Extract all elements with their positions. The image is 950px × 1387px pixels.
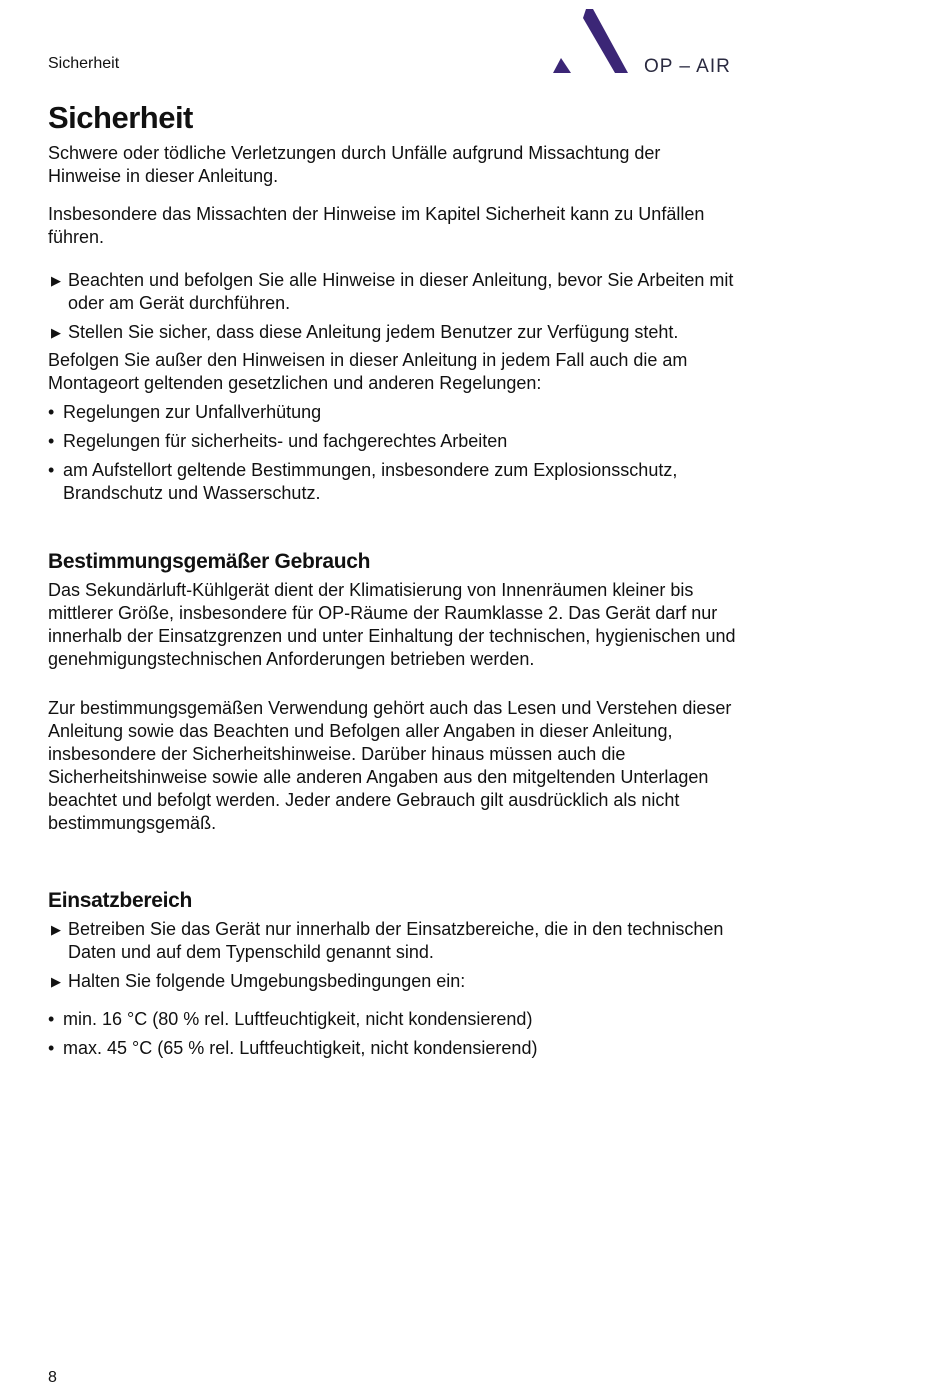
- instruction-item: ▶ Beachten und befolgen Sie alle Hinweise in dieser Anleitung, bevor Sie Arbeiten mit oder am Gerät durchführen.: [51, 270, 734, 313]
- list-item: • max. 45 °C (65 % rel. Luftfeuchtigkeit, nicht kondensierend): [48, 1038, 538, 1058]
- section-title-application-range: Einsatzbereich: [48, 889, 193, 912]
- arrow-right-icon: ▶: [51, 974, 61, 989]
- arrow-right-icon: ▶: [51, 325, 61, 340]
- logo-mark-icon: [552, 8, 632, 78]
- section-title-safety: Sicherheit: [48, 100, 193, 135]
- instruction-item: ▶ Halten Sie folgende Umgebungsbedingungen ein:: [51, 971, 466, 991]
- list-item: • Regelungen für sicherheits- und fachgerechtes Arbeiten: [48, 431, 508, 451]
- paragraph: Insbesondere das Missachten der Hinweise im Kapitel Sicherheit kann zu Unfällen führen.: [48, 204, 705, 247]
- running-header: Sicherheit: [48, 55, 120, 72]
- instruction-item: ▶ Betreiben Sie das Gerät nur innerhalb der Einsatzbereiche, die in den technischen Daten und auf dem Typenschild genannt sind.: [51, 919, 724, 962]
- bullet-icon: •: [48, 1009, 55, 1029]
- list-item: • min. 16 °C (80 % rel. Luftfeuchtigkeit, nicht kondensierend): [48, 1009, 533, 1029]
- arrow-right-icon: ▶: [51, 922, 61, 937]
- arrow-right-icon: ▶: [51, 273, 61, 288]
- paragraph: Befolgen Sie außer den Hinweisen in dieser Anleitung in jedem Fall auch die am Montageort geltenden gesetzlichen und anderen Regelungen:: [48, 350, 688, 393]
- section-title-intended-use: Bestimmungsgemäßer Gebrauch: [48, 550, 371, 573]
- document-body: [48, 98, 738, 1060]
- paragraph: Das Sekundärluft-Kühlgerät dient der Klimatisierung von Innenräumen kleiner bis mittlerer Größe, insbesondere für OP-Räume der Raumklasse 2. Das Gerät darf nur innerhalb der Einsatzgrenzen und unter Einhaltung der technischen, hygienischen und genehmigungstechnischen Anforderungen betrieben werden.: [48, 580, 736, 669]
- bullet-icon: •: [48, 460, 55, 480]
- bullet-icon: •: [48, 431, 55, 451]
- brand-logo: [552, 8, 742, 78]
- bullet-icon: •: [48, 402, 55, 422]
- logo-text: OP – AIR: [644, 56, 731, 77]
- instruction-item: ▶ Stellen Sie sicher, dass diese Anleitung jedem Benutzer zur Verfügung steht.: [51, 322, 679, 342]
- bullet-icon: •: [48, 1038, 55, 1058]
- page-number: 8: [48, 1369, 57, 1386]
- paragraph: Schwere oder tödliche Verletzungen durch Unfälle aufgrund Missachtung der Hinweise in dieser Anleitung.: [48, 143, 661, 186]
- list-item: • Regelungen zur Unfallverhütung: [48, 402, 322, 422]
- paragraph: Zur bestimmungsgemäßen Verwendung gehört auch das Lesen und Verstehen dieser Anleitung sowie das Beachten und Befolgen aller Angaben in dieser Anleitung, insbesondere der Sicherheitshinweise. Darüber hinaus müssen auch die Sicherheitshinweise sowie alle anderen Angaben aus den mitgeltenden Unterlagen beachtet und befolgt werden. Jeder andere Gebrauch gilt ausdrücklich als nicht bestimmungsgemäß.: [48, 698, 732, 833]
- list-item: • am Aufstellort geltende Bestimmungen, insbesondere zum Explosionsschutz, Brandschutz und Wasserschutz.: [48, 460, 678, 503]
